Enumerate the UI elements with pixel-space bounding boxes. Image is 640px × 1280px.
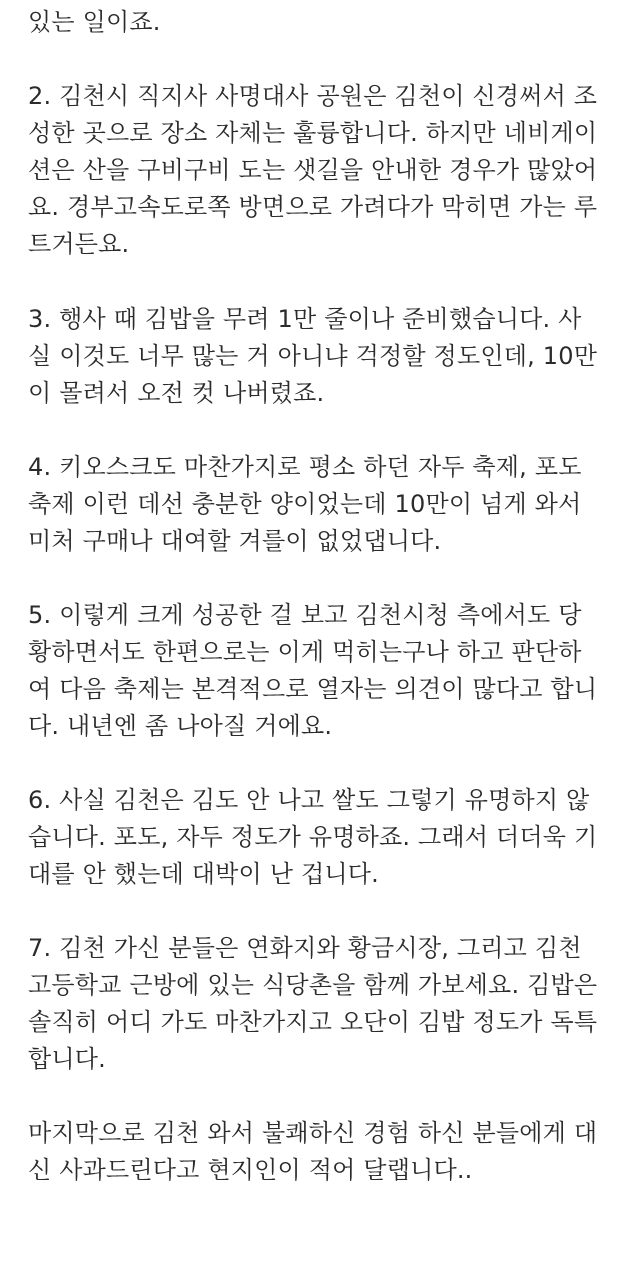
paragraph: [28, 597, 597, 745]
paragraph-line: 4. 키오스크도 마찬가지로 평소 하던 자두 축제, 포도: [28, 453, 582, 481]
paragraph: [28, 4, 161, 41]
paragraph-line: 신 사과드린다고 현지인이 적어 달랩니다..: [28, 1156, 473, 1184]
paragraph-line: 마지막으로 김천 와서 불쾌하신 경험 하신 분들에게 대: [28, 1119, 598, 1147]
paragraph-line: 성한 곳으로 장소 자체는 훌륭합니다. 하지만 네비게이: [28, 119, 598, 147]
paragraph-line: 황하면서도 한편으로는 이게 먹히는구나 하고 판단하: [28, 638, 582, 666]
paragraph-line: 요. 경부고속도로쪽 방면으로 가려다가 막히면 가는 루: [28, 193, 598, 221]
paragraph-line: 트거든요.: [28, 230, 130, 258]
paragraph-line: 실 이것도 너무 많는 거 아니냐 걱정할 정도인데, 10만: [28, 342, 598, 370]
paragraph-line: 있는 일이죠.: [28, 8, 161, 36]
paragraph: [28, 930, 597, 1078]
paragraph-line: 합니다.: [28, 1045, 106, 1073]
paragraph: [28, 78, 597, 263]
paragraph: [28, 301, 597, 412]
paragraph: [28, 1115, 597, 1189]
paragraph-line: 5. 이렇게 크게 성공한 걸 보고 김천시청 측에서도 당: [28, 601, 582, 629]
paragraph-line: 솔직히 어디 가도 마찬가지고 오단이 김밥 정도가 독특: [28, 1008, 598, 1036]
paragraph-line: 다. 내년엔 좀 나아질 거에요.: [28, 712, 333, 740]
paragraph-line: 션은 산을 구비구비 도는 샛길을 안내한 경우가 많았어: [28, 156, 598, 184]
paragraph: [28, 782, 597, 893]
paragraph-line: 7. 김천 가신 분들은 연화지와 황금시장, 그리고 김천: [28, 934, 582, 962]
paragraph-line: 3. 행사 때 김밥을 무려 1만 줄이나 준비했습니다. 사: [28, 305, 582, 333]
paragraph-line: 고등학교 근방에 있는 식당촌을 함께 가보세요. 김밥은: [28, 971, 598, 999]
paragraph-line: 축제 이런 데선 충분한 양이었는데 10만이 넘게 와서: [28, 490, 582, 518]
paragraph: [28, 449, 582, 560]
paragraph-line: 미처 구매나 대여할 겨를이 없었댑니다.: [28, 527, 442, 555]
paragraph-line: 여 다음 축제는 본격적으로 열자는 의견이 많다고 합니: [28, 675, 598, 703]
paragraph-line: 6. 사실 김천은 김도 안 나고 쌀도 그렇기 유명하지 않: [28, 786, 590, 814]
paragraph-line: 이 몰려서 오전 컷 나버렸죠.: [28, 379, 325, 407]
paragraph-line: 2. 김천시 직지사 사명대사 공원은 김천이 신경써서 조: [28, 82, 598, 110]
paragraph-line: 대를 안 했는데 대박이 난 겁니다.: [28, 860, 379, 888]
paragraph-line: 습니다. 포도, 자두 정도가 유명하죠. 그래서 더더욱 기: [28, 823, 598, 851]
